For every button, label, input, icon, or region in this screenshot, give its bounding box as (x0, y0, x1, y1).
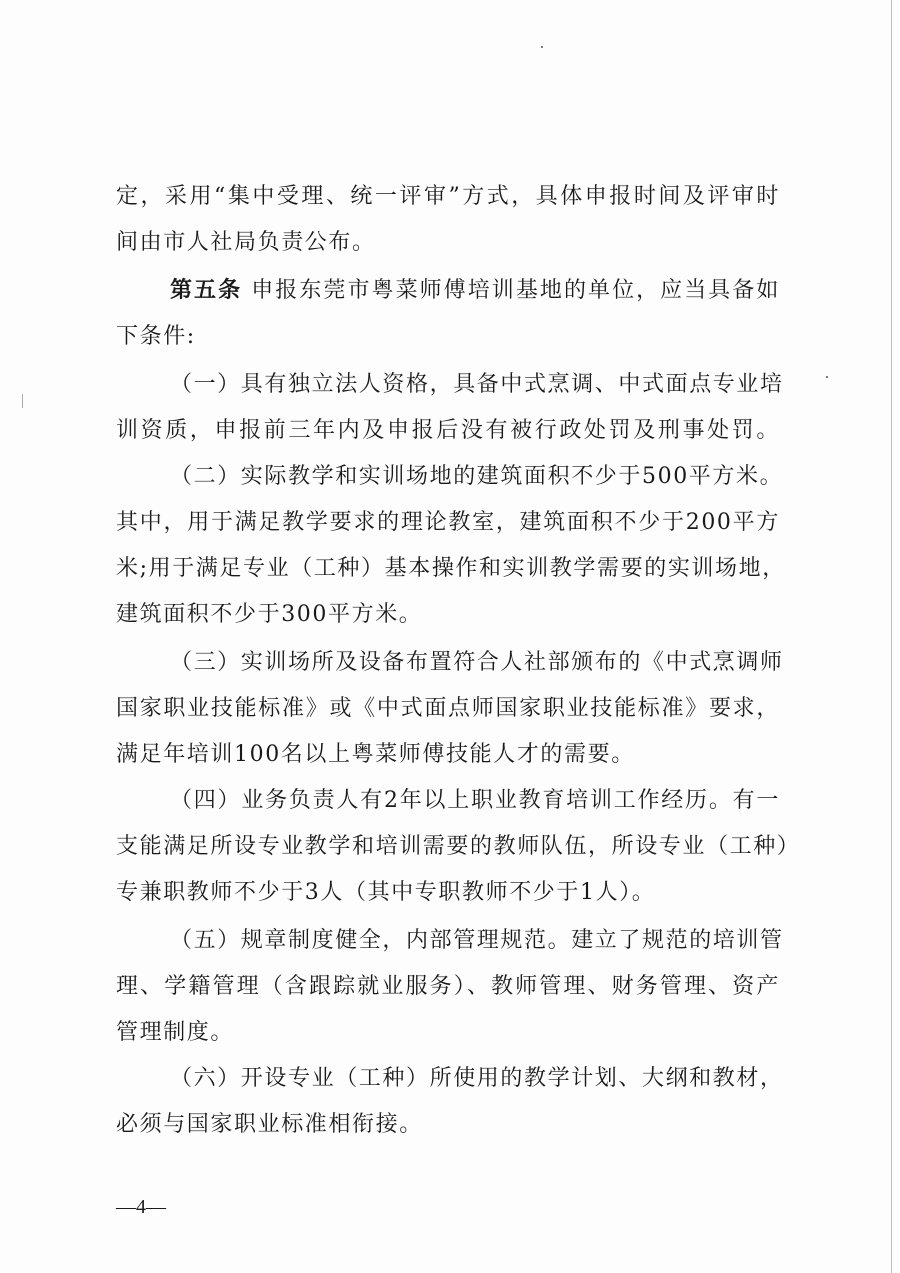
paragraph-line: 国家职业技能标准》或《中式面点师国家职业技能标准》要求， (116, 696, 780, 721)
paragraph-line: 管理制度。 (116, 1020, 235, 1045)
article-label: 第五条 (170, 278, 243, 303)
paragraph-line: 必须与国家职业标准相衔接。 (116, 1112, 423, 1137)
scan-speck (541, 46, 543, 48)
paragraph-line: 定，采用“集中受理、统一评审”方式，具体申报时间及评审时 (116, 184, 780, 209)
paragraph-line: （一）具有独立法人资格，具备中式烹调、中式面点专业培 (170, 372, 784, 397)
paragraph-line: （六）开设专业（工种）所使用的教学计划、大纲和教材， (170, 1066, 784, 1091)
paragraph-line: 理、学籍管理（含跟踪就业服务）、教师管理、财务管理、资产 (116, 974, 780, 999)
page-number: —4— (116, 1196, 166, 1218)
paragraph-line: 下条件: (116, 324, 196, 349)
paragraph-line: （四）业务负责人有2年以上职业教育培训工作经历。有一 (170, 788, 780, 813)
paragraph-line: 其中，用于满足教学要求的理论教室，建筑面积不少于200平方 (116, 510, 780, 535)
article-heading-line (170, 276, 780, 306)
scan-mark (22, 394, 23, 408)
paragraph-line: 间由市人社局负责公布。 (116, 230, 376, 255)
paragraph-text: 申报东莞市粤菜师傅培训基地的单位，应当具备如 (251, 278, 781, 303)
paragraph-line: 训资质，申报前三年内及申报后没有被行政处罚及刑事处罚。 (116, 418, 780, 443)
paragraph-line: 建筑面积不少于300平方米。 (116, 602, 423, 627)
scan-speck (826, 376, 828, 378)
paragraph-line: 专兼职教师不少于3人（其中专职教师不少于1人）。 (116, 880, 656, 905)
paragraph-line: （二）实际教学和实训场地的建筑面积不少于500平方米。 (170, 464, 784, 489)
paragraph-line: 支能满足所设专业教学和培训需要的教师队伍，所设专业（工种） (116, 834, 801, 859)
paragraph-line: （五）规章制度健全，内部管理规范。建立了规范的培训管 (170, 928, 784, 953)
page-edge-line (891, 0, 892, 1273)
paragraph-line: 满足年培训100名以上粤菜师傅技能人才的需要。 (116, 742, 635, 767)
paragraph-line: （三）实训场所及设备布置符合人社部颁布的《中式烹调师 (170, 650, 784, 675)
paragraph-line: 米;用于满足专业（工种）基本操作和实训教学需要的实训场地， (116, 556, 786, 581)
